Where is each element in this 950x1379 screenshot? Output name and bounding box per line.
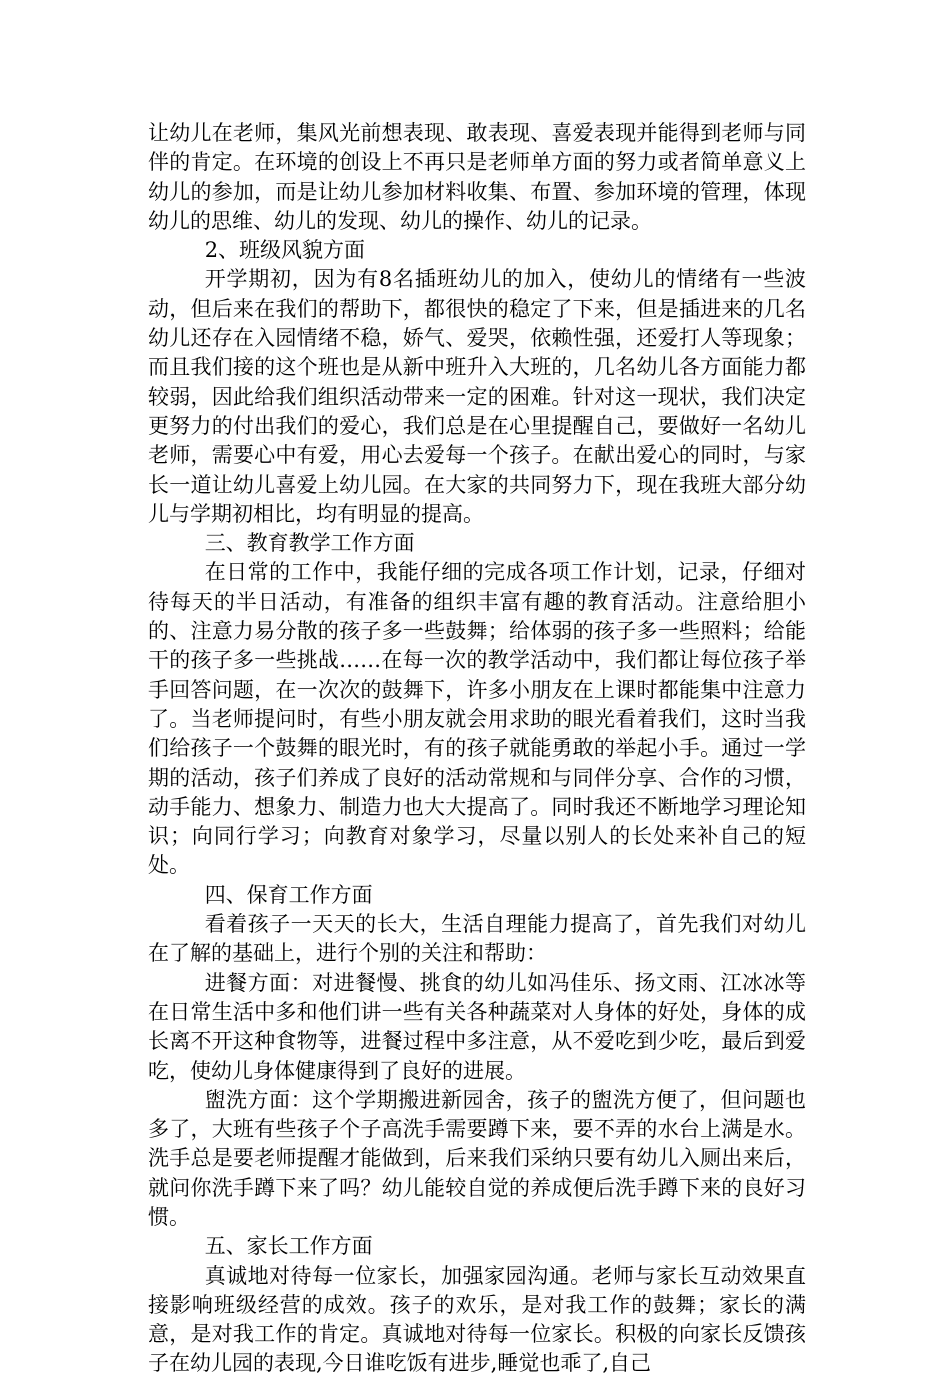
paragraph-teaching-work: 在日常的工作中，我能仔细的完成各项工作计划，记录，仔细对待每天的半日活动，有准备的组织丰富有趣的教育活动。注意给胆小的、注意力易分散的孩子多一些鼓舞；给体弱的孩子多一些照料；给能干的孩子多一些挑战……在每一次的教学活动中，我们都让每位孩子举手回答问题，在一次次的鼓舞下，许多小朋友在上课时都能集中注意力了。当老师提问时，有些小朋友就会用求助的眼光看着我们，这时当我们给孩子一个鼓舞的眼光时，有的孩子就能勇敢的举起小手。通过一学期的活动，孩子们养成了良好的活动常规和与同伴分享、合作的习惯，动手能力、想象力、制造力也大大提高了。同时我还不断地学习理论知识；向同行学习；向教育对象学习，尽量以别人的长处来补自己的短处。	[148, 560, 806, 878]
paragraph-parent-work: 真诚地对待每一位家长，加强家园沟通。老师与家长互动效果直接影响班级经营的成效。孩子的欢乐，是对我工作的鼓舞；家长的满意，是对我工作的肯定。真诚地对待每一位家长。积极的向家长反馈孩子在幼儿园的表现,今日谁吃饭有进步,睡觉也乖了,自己	[148, 1263, 806, 1376]
heading-teaching-work: 三、教育教学工作方面	[204, 531, 415, 556]
heading-parent-work: 五、家长工作方面	[204, 1234, 373, 1259]
paragraph-class-style: 开学期初，因为有8名插班幼儿的加入，使幼儿的情绪有一些波动，但后来在我们的帮助下，都很快的稳定了下来，但是插进来的几名幼儿还存在入园情绪不稳，娇气、爱哭，依赖性强，还爱打人等现象；而且我们接的这个班也是从新中班升入大班的，几名幼儿各方面能力都较弱，因此给我们组织活动带来一定的困难。针对这一现状，我们决定更努力的付出我们的爱心，我们总是在心里提醒自己，要做好一名幼儿老师，需要心中有爱，用心去爱每一个孩子。在献出爱心的同时，与家长一道让幼儿喜爱上幼儿园。在大家的共同努力下，现在我班大部分幼儿与学期初相比，均有明显的提高。	[148, 267, 806, 526]
paragraph-env-creation: 让幼儿在老师，集风光前想表现、敢表现、喜爱表现并能得到老师与同伴的肯定。在环境的创设上不再只是老师单方面的努力或者简单意义上幼儿的参加，而是让幼儿参加材料收集、布置、参加环境的管理，体现幼儿的思维、幼儿的发现、幼儿的操作、幼儿的记录。	[148, 121, 806, 233]
heading-care-work: 四、保育工作方面	[204, 882, 373, 907]
document-page	[148, 119, 806, 1379]
paragraph-care-intro: 看着孩子一天天的长大，生活自理能力提高了，首先我们对幼儿在了解的基础上，进行个别的关注和帮助：	[148, 912, 806, 966]
paragraph-meals: 进餐方面：对进餐慢、挑食的幼儿如冯佳乐、扬文雨、江冰冰等在日常生活中多和他们讲一些有关各种蔬菜对人身体的好处，身体的成长离不开这种食物等，进餐过程中多注意，从不爱吃到少吃，最后到爱吃，使幼儿身体健康得到了良好的进展。	[148, 970, 806, 1083]
heading-class-style: 2、班级风貌方面	[204, 238, 366, 263]
paragraph-washing: 盥洗方面：这个学期搬进新园舍，孩子的盥洗方便了，但问题也多了，大班有些孩子个子高洗手需要蹲下来，要不弄的水台上满是水。洗手总是要老师提醒才能做到，后来我们采纳只要有幼儿入厕出来后，就问你洗手蹲下来了吗？幼儿能较自觉的养成便后洗手蹲下来的良好习惯。	[148, 1087, 806, 1229]
